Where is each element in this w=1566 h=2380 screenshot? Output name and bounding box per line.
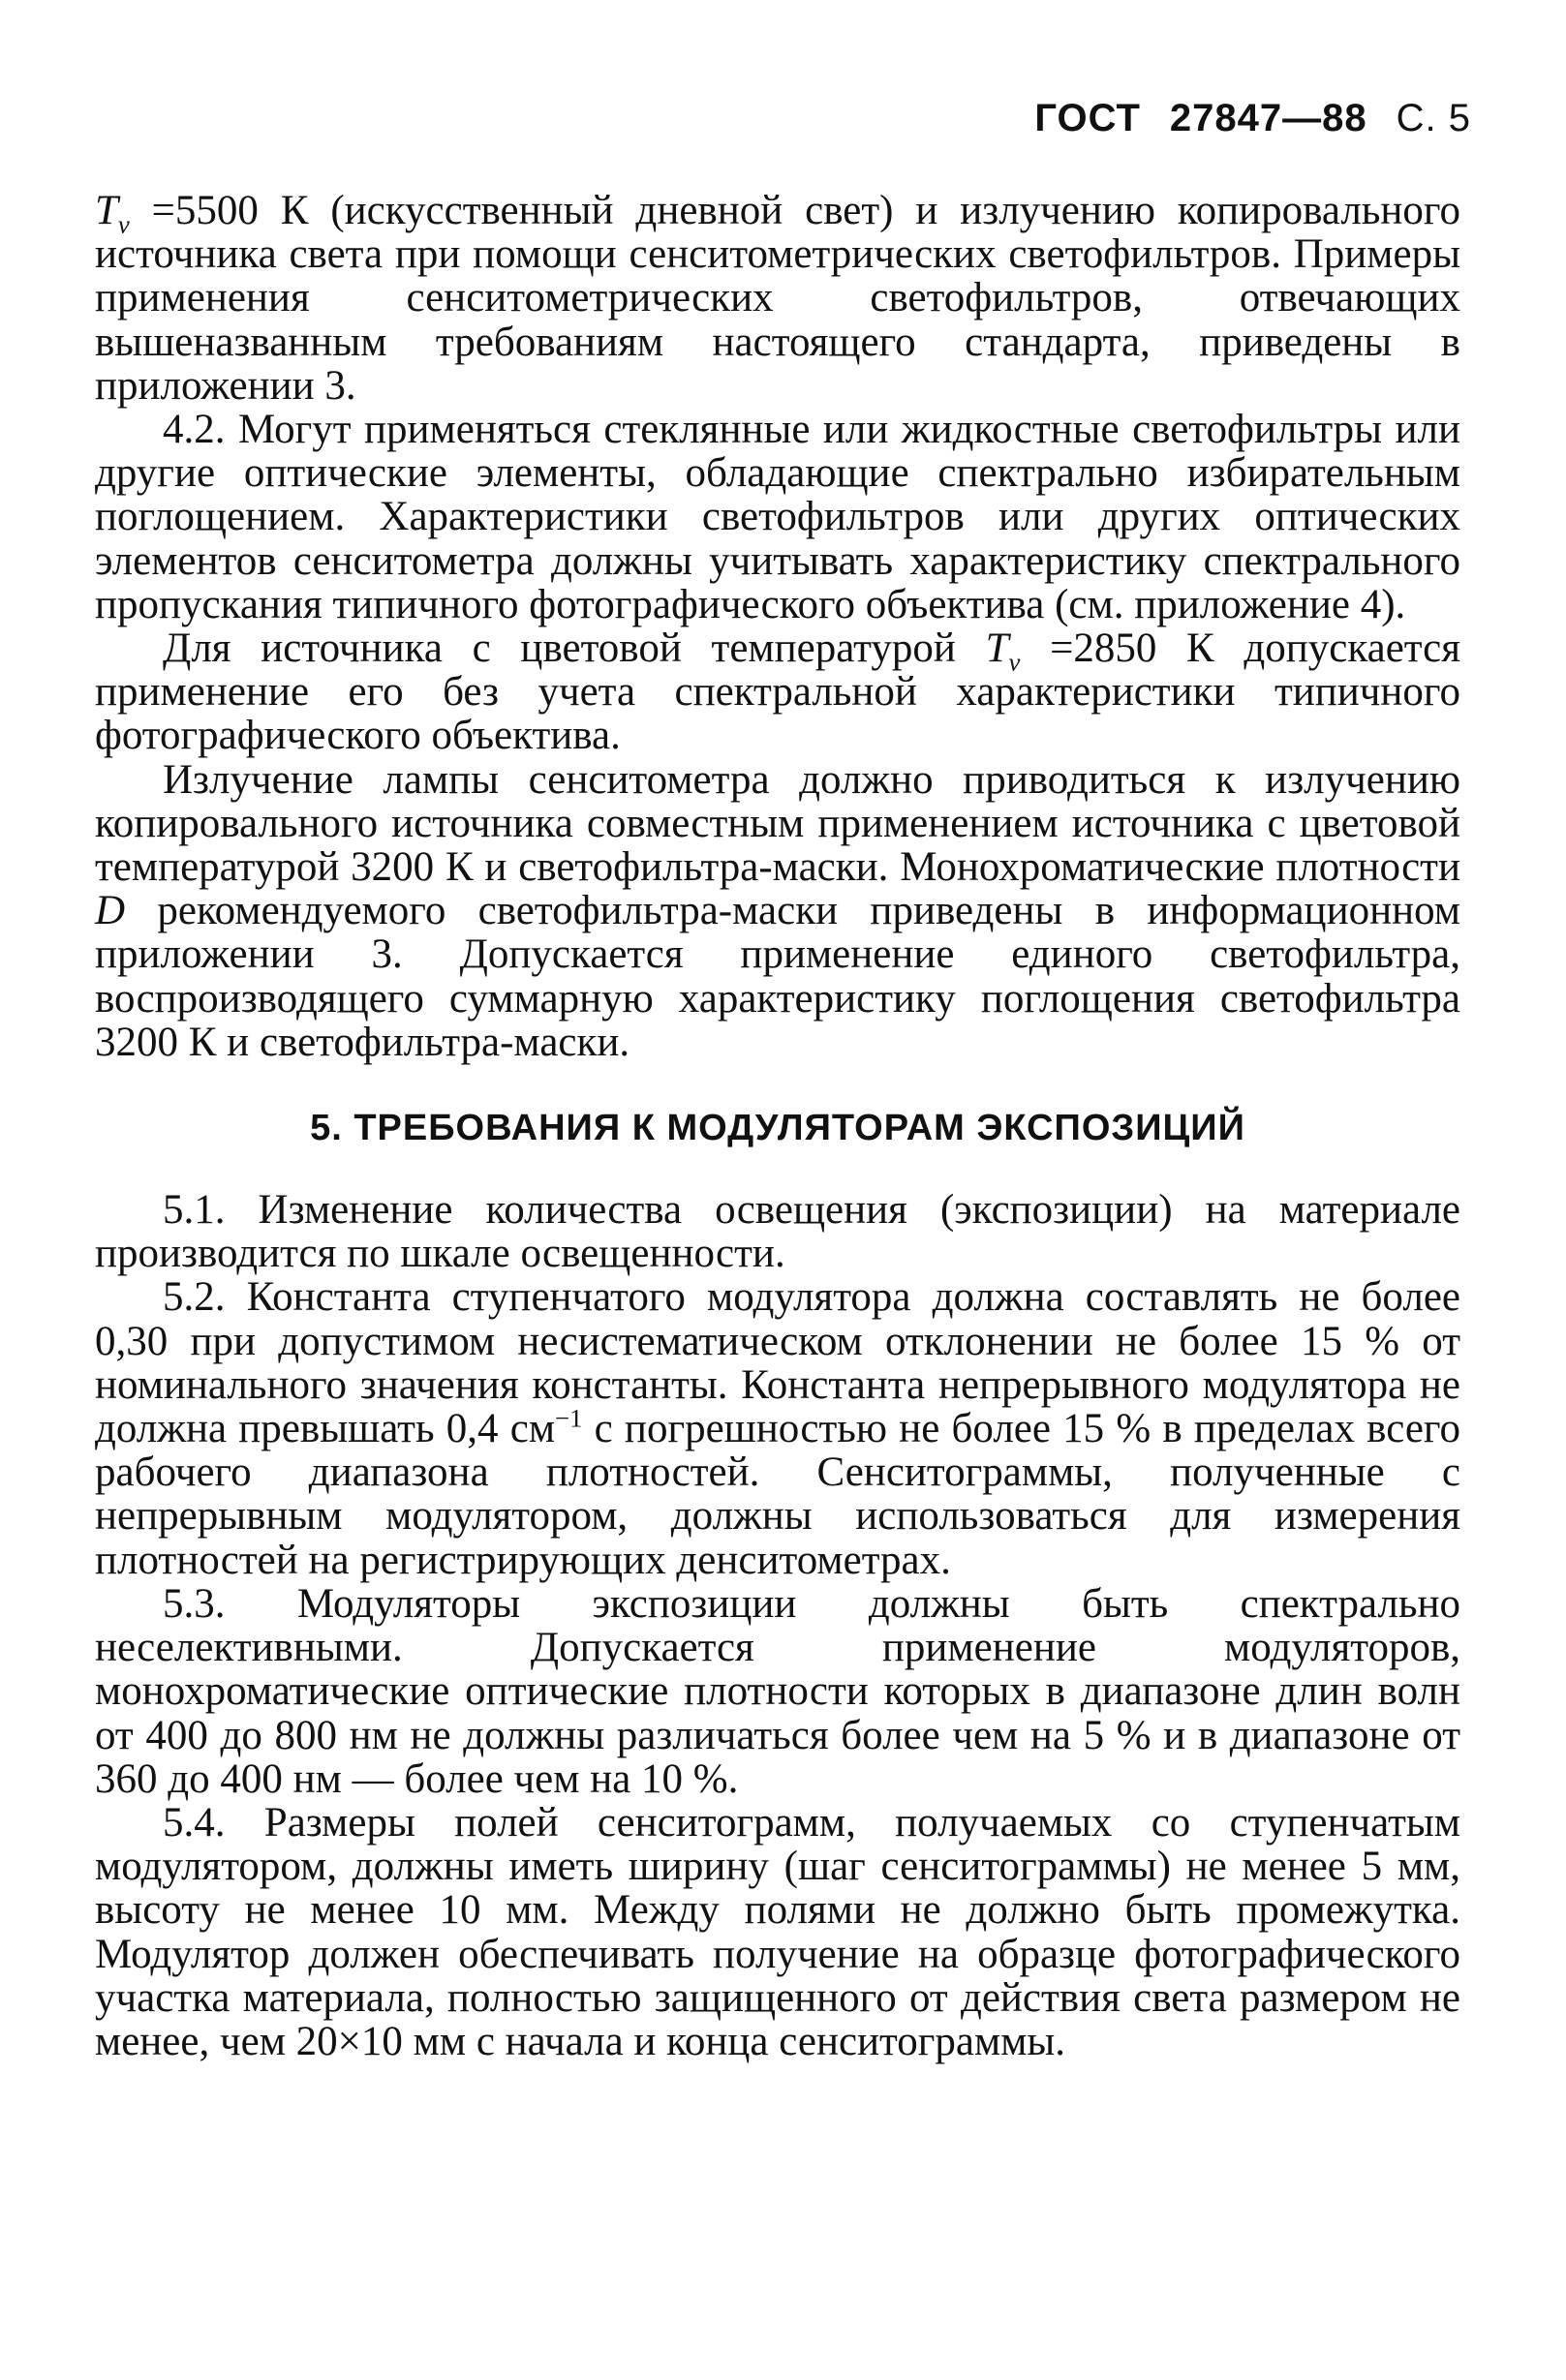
- paragraph-4-2: 4.2. Могут применяться стеклянные или жидкостные светофильтры или другие оптические элементы, обладающие спектрально избирательным поглощением. Характеристики светофильтров или других оптических элементов сенситометра должны учитывать характеристику спектрального пропускания типичного фотографического объектива (см. приложение 4).: [95, 407, 1460, 627]
- paragraph-5-3: 5.3. Модуляторы экспозиции должны быть спектрально неселективными. Допускается применение модуляторов, монохроматические оптические плотности которых в диапазоне длин волн от 400 до 800 нм не должны различаться более чем на 5 % и в диапазоне от 360 до 400 нм — более чем на 10 %.: [95, 1580, 1460, 1802]
- page-number: С. 5: [1396, 97, 1471, 139]
- paragraph-color-temperature-5500: $T_v =5500$ К (искусственный дневной свет) и излучению копировального источника света при помощи сенситометрических светофильтров. Примеры применения сенситометрических светофильтров, отвечающих вышеназванным требованиям настоящего стандарта, приведены в приложении 3.: [95, 188, 1460, 409]
- subscript-v: v: [117, 209, 130, 239]
- standard-number: 27847—88: [1169, 97, 1367, 139]
- superscript-minus-one: −1: [555, 1403, 583, 1433]
- variable-T: T: [95, 188, 118, 233]
- running-header: [1034, 97, 1471, 140]
- paragraph-5-2: 5.2. Константа ступенчатого модулятора должна составлять не более 0,30 при допустимом несистематическом отклонении не более 15 % от номинального значения константы. Константа непрерывного модулятора не должна превышать 0,4 $см^{-1}$ с погрешностью не более 15 % в пределах всего рабочего диапазона плотностей. Сенситограммы, полученные с непрерывным модулятором, должны использоваться для измерения плотностей на регистрирующих денситометрах.: [95, 1274, 1460, 1583]
- variable-T: T: [985, 626, 1009, 672]
- paragraph-lamp-radiation: Излучение лампы сенситометра должно приводиться к излучению копировального источника совместным применением источника с цветовой температурой 3200 К и светофильтра-маски. Монохроматические плотности D рекомендуемого светофильтра-маски приведены в информационном приложении 3. Допускается применение единого светофильтра, воспроизводящего суммарную характеристику поглощения светофильтра 3200 К и светофильтра-маски.: [95, 756, 1460, 1065]
- body-text: [95, 189, 1460, 2063]
- paragraph-5-4: 5.4. Размеры полей сенситограмм, получаемых со ступенчатым модулятором, должны иметь ширину (шаг сенситограммы) не менее 5 мм, высоту не менее 10 мм. Между полями не должно быть промежутка. Модулятор должен обеспечивать получение на образце фотографического участка материала, полностью защищенного от действия света размером не менее, чем 20×10 мм с начала и конца сенситограммы.: [95, 1799, 1460, 2064]
- paragraph-5-1: 5.1. Изменение количества освещения (экспозиции) на материале производится по шкале освещенности.: [95, 1187, 1460, 1277]
- variable-D: D: [95, 888, 126, 934]
- paragraph-color-temperature-2850: Для источника с цветовой температурой $T_v =2850$ К допускается применение его без учета спектральной характеристики типичного фотографического объектива.: [95, 626, 1460, 759]
- subscript-v: v: [1008, 647, 1021, 677]
- standard-label: ГОСТ: [1034, 97, 1141, 139]
- section-5-title: 5. ТРЕБОВАНИЯ К МОДУЛЯТОРАМ ЭКСПОЗИЦИЙ: [310, 1108, 1245, 1149]
